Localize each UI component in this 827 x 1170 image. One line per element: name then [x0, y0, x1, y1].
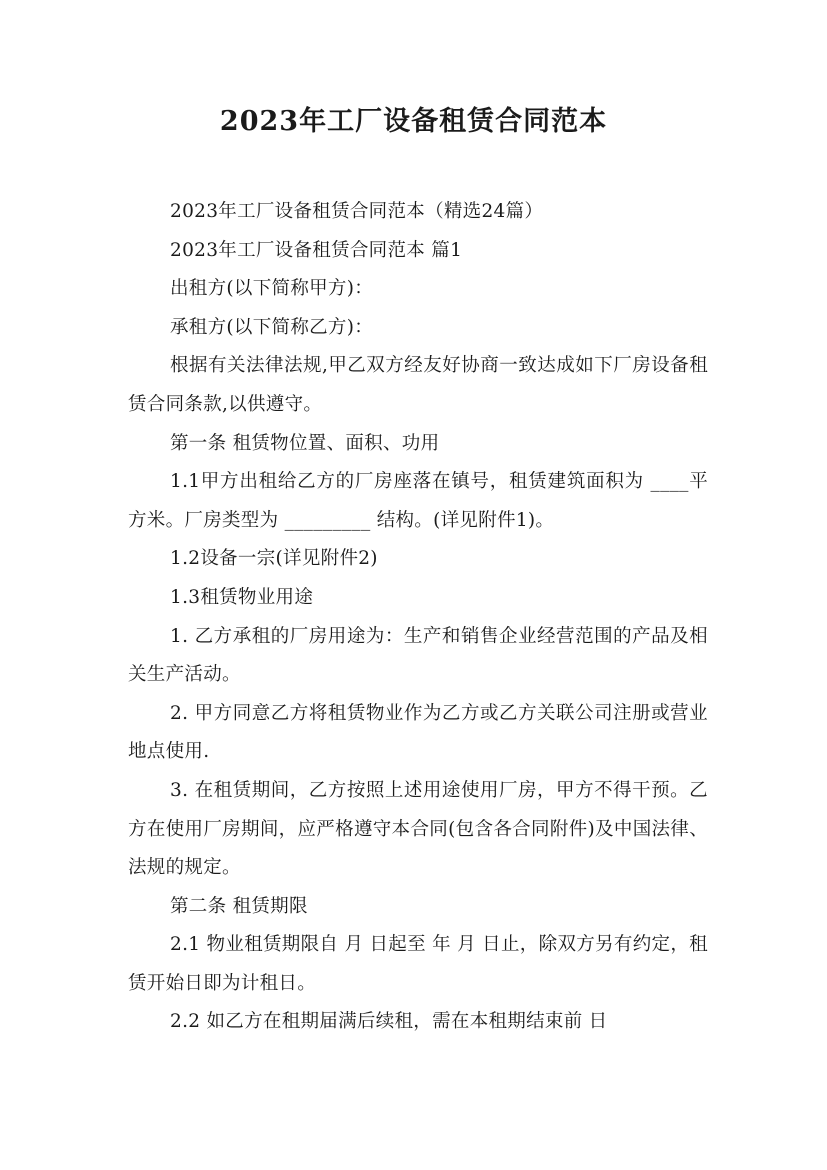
paragraph-use-item-3: 3. 在租赁期间，乙方按照上述用途使用厂房，甲方不得干预。乙方在使用厂房期间，应严格遵守本合同(包含各合同附件)及中国法律、法规的规定。: [128, 779, 708, 879]
paragraph-section-2-heading: 第二条 租赁期限: [170, 895, 308, 917]
paragraph-clause-1-1: 1.1甲方出租给乙方的厂房座落在镇号，租赁建筑面积为 ____平方米。厂房类型为 _________ 结构。(详见附件1)。: [128, 471, 708, 531]
paragraph-lessor: 出租方(以下简称甲方)：: [170, 278, 374, 300]
paragraph-clause-1-2: 1.2设备一宗(详见附件2): [170, 548, 378, 570]
paragraph-section-1-heading: 第一条 租赁物位置、面积、功用: [170, 432, 440, 454]
paragraph-use-item-2: 2. 甲方同意乙方将租赁物业作为乙方或乙方关联公司注册或营业地点使用.: [128, 702, 708, 763]
paragraph-use-item-1: 1. 乙方承租的厂房用途为：生产和销售企业经营范围的产品及相关生产活动。: [128, 625, 708, 686]
paragraph-clause-2-1: 2.1 物业租赁期限自 月 日起至 年 月 日止，除双方另有约定，租赁开始日即为计租日。: [128, 934, 708, 994]
paragraph-lessee: 承租方(以下简称乙方)：: [170, 316, 374, 338]
document-title: 2023年工厂设备租赁合同范本: [219, 106, 608, 137]
paragraph-preamble: 根据有关法律法规,甲乙双方经友好协商一致达成如下厂房设备租赁合同条款,以供遵守。: [128, 355, 708, 415]
paragraph-article-heading: 2023年工厂设备租赁合同范本 篇1: [170, 239, 463, 261]
paragraph-clause-2-2: 2.2 如乙方在租期届满后续租，需在本租期结束前 日: [170, 1011, 608, 1033]
document-body: [128, 193, 708, 1042]
paragraph-clause-1-3: 1.3租赁物业用途: [170, 586, 314, 608]
paragraph-collection-title: 2023年工厂设备租赁合同范本（精选24篇）: [170, 201, 544, 222]
